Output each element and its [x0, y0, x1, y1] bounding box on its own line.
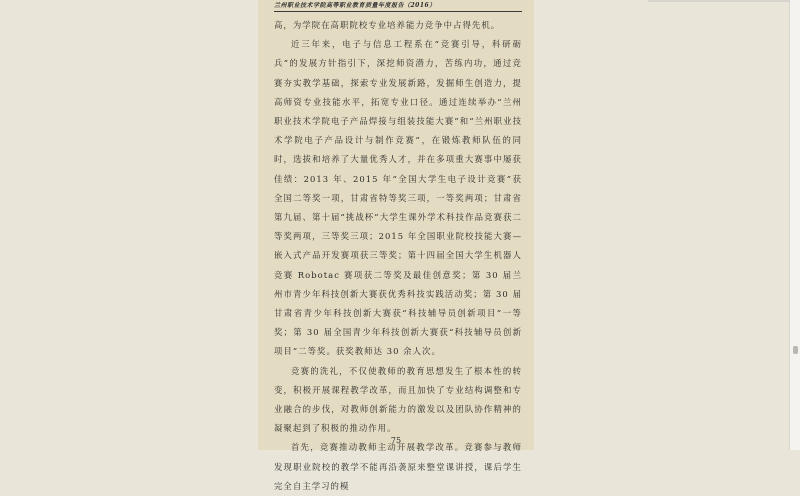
- paragraph-3: 竞赛的洗礼，不仅使教师的教育思想发生了根本性的转变，积极开展课程教学改革，而且加快了专业结构调整和专业融合的步伐，对教师创新能力的激发以及团队协作精神的凝聚起到了积极的推动作用。: [274, 365, 522, 434]
- paragraph-2: 近三年来，电子与信息工程系在“竞赛引导，科研砺兵”的发展方针指引下，深挖师资潜力，苦练内功，通过竞赛夯实教学基础，探索专业发展新路，发掘师生创造力，提高师资专业技能水平，拓宽专业口径。通过连续举办“兰州职业技术学院电子产品焊接与组装技能大赛”和“兰州职业技术学院电子产品设计与制作竞赛”，在锻炼教师队伍的同时，选拔和培养了大量优秀人才，并在多项重大赛事中屡获佳绩：2013 年、2015 年“全国大学生电子设计竞赛”获全国二等奖一项，甘肃省特等奖三项，一等奖两项；甘肃省第九届、第十届“挑战杯”大学生课外学术科技作品竞赛获二等奖两项，三等奖三项；2015 年全国职业院校技能大赛—嵌入式产品开发赛项获三等奖；第十四届全国大学生机器人竞赛 Robotac 赛项获二等奖及最佳创意奖；第 30 届兰州市青少年科技创新大赛获优秀科技实践活动奖；第 30 届甘肃省青少年科技创新大赛获“科技辅导员创新项目”一等奖；第 30 届全国青少年科技创新大赛获“科技辅导员创新项目”二等奖。获奖教师达 30 余人次。: [274, 39, 522, 357]
- page-body: [274, 16, 522, 496]
- scrollbar-thumb[interactable]: [793, 346, 798, 354]
- document-page: [258, 0, 534, 491]
- page-number: 75: [390, 436, 402, 445]
- paragraph-1: 高，为学院在高职院校专业培养能力竞争中占得先机。: [274, 20, 501, 30]
- paragraph-4: 首先，竞赛推动教师主动开展教学改革。竞赛参与教师发现职业院校的教学不能再沿袭原来整堂课讲授，课后学生完全自主学习的模: [274, 442, 522, 491]
- vertical-scrollbar[interactable]: [789, 0, 800, 450]
- page-header: 兰州职业技术学院高等职业教育质量年度报告（2016）: [274, 1, 522, 12]
- toolbar-strip: [648, 0, 790, 2]
